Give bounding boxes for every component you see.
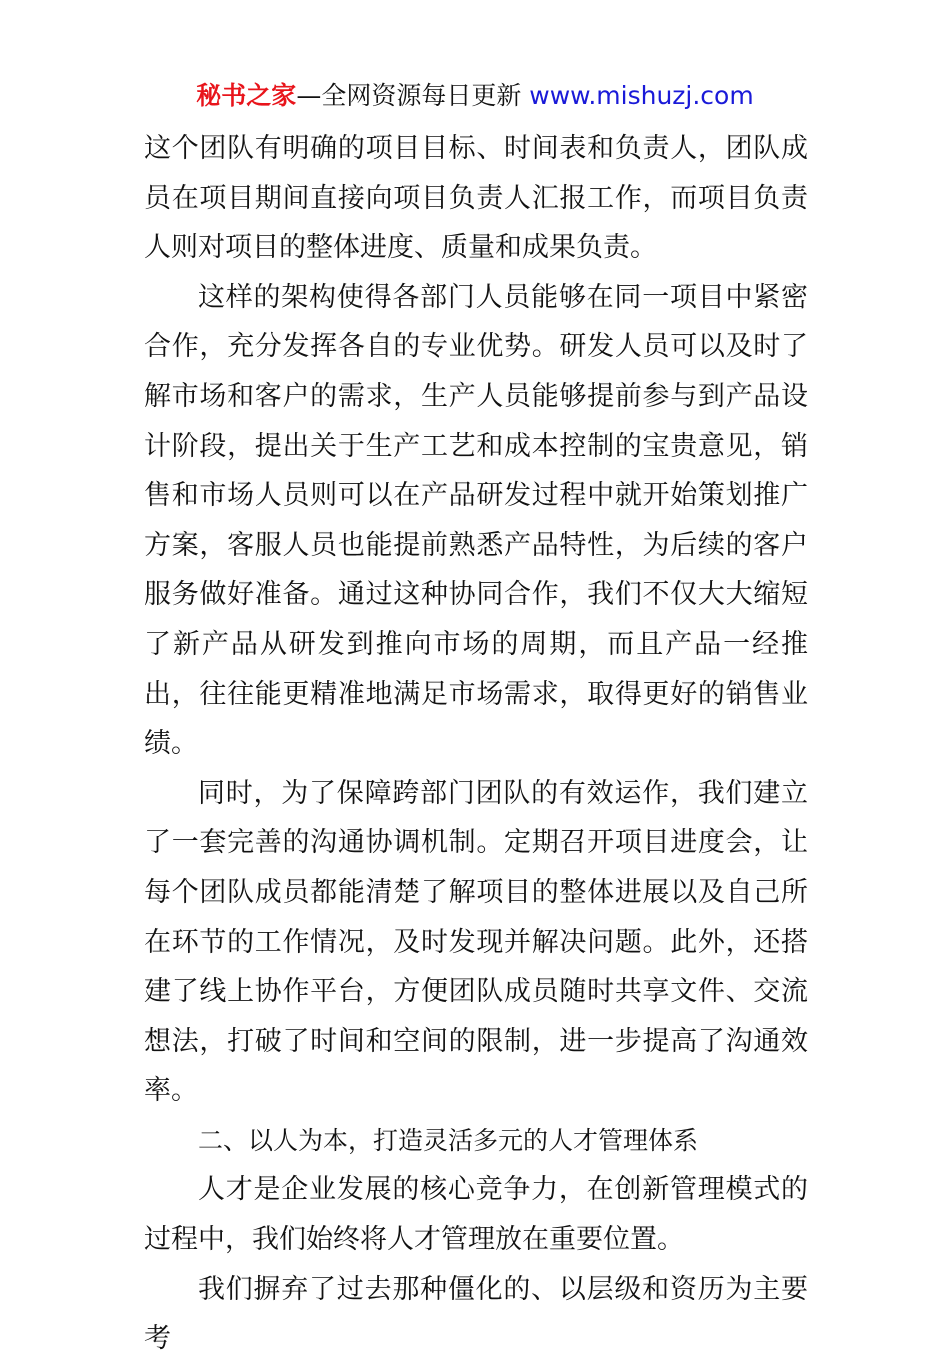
paragraph-1: 这个团队有明确的项目目标、时间表和负责人，团队成员在项目期间直接向项目负责人汇报工作，而项目负责人则对项目的整体进度、质量和成果负责。 (144, 133, 808, 264)
paragraph-3: 同时，为了保障跨部门团队的有效运作，我们建立了一套完善的沟通协调机制。定期召开项目进度会，让每个团队成员都能清楚了解项目的整体进展以及自己所在环节的工作情况，及时发现并解决问题。此外，还搭建了线上协作平台，方便团队成员随时共享文件、交流想法，打破了时间和空间的限制，进一步提高了沟通效率。 (144, 777, 808, 1107)
page-header (0, 78, 950, 114)
paragraph-4: 人才是企业发展的核心竞争力，在创新管理模式的过程中，我们始终将人才管理放在重要位置。 (144, 1174, 808, 1256)
section-heading: 二、以人为本，打造灵活多元的人才管理体系 (198, 1125, 699, 1155)
document-body (144, 124, 808, 1364)
paragraph-2: 这样的架构使得各部门人员能够在同一项目中紧密合作，充分发挥各自的专业优势。研发人员可以及时了解市场和客户的需求，生产人员能够提前参与到产品设计阶段，提出关于生产工艺和成本控制的宝贵意见，销售和市场人员则可以在产品研发过程中就开始策划推广方案，客服人员也能提前熟悉产品特性，为后续的客户服务做好准备。通过这种协同合作，我们不仅大大缩短了新产品从研发到推向市场的周期，而且产品一经推出，往往能更精准地满足市场需求，取得更好的销售业绩。 (144, 281, 808, 760)
site-url-link[interactable]: www.mishuzj.com (529, 81, 754, 110)
paragraph-5: 我们摒弃了过去那种僵化的、以层级和资历为主要考 (144, 1273, 808, 1355)
site-brand: 秘书之家 (196, 81, 297, 110)
site-tagline: —全网资源每日更新 (296, 81, 522, 110)
